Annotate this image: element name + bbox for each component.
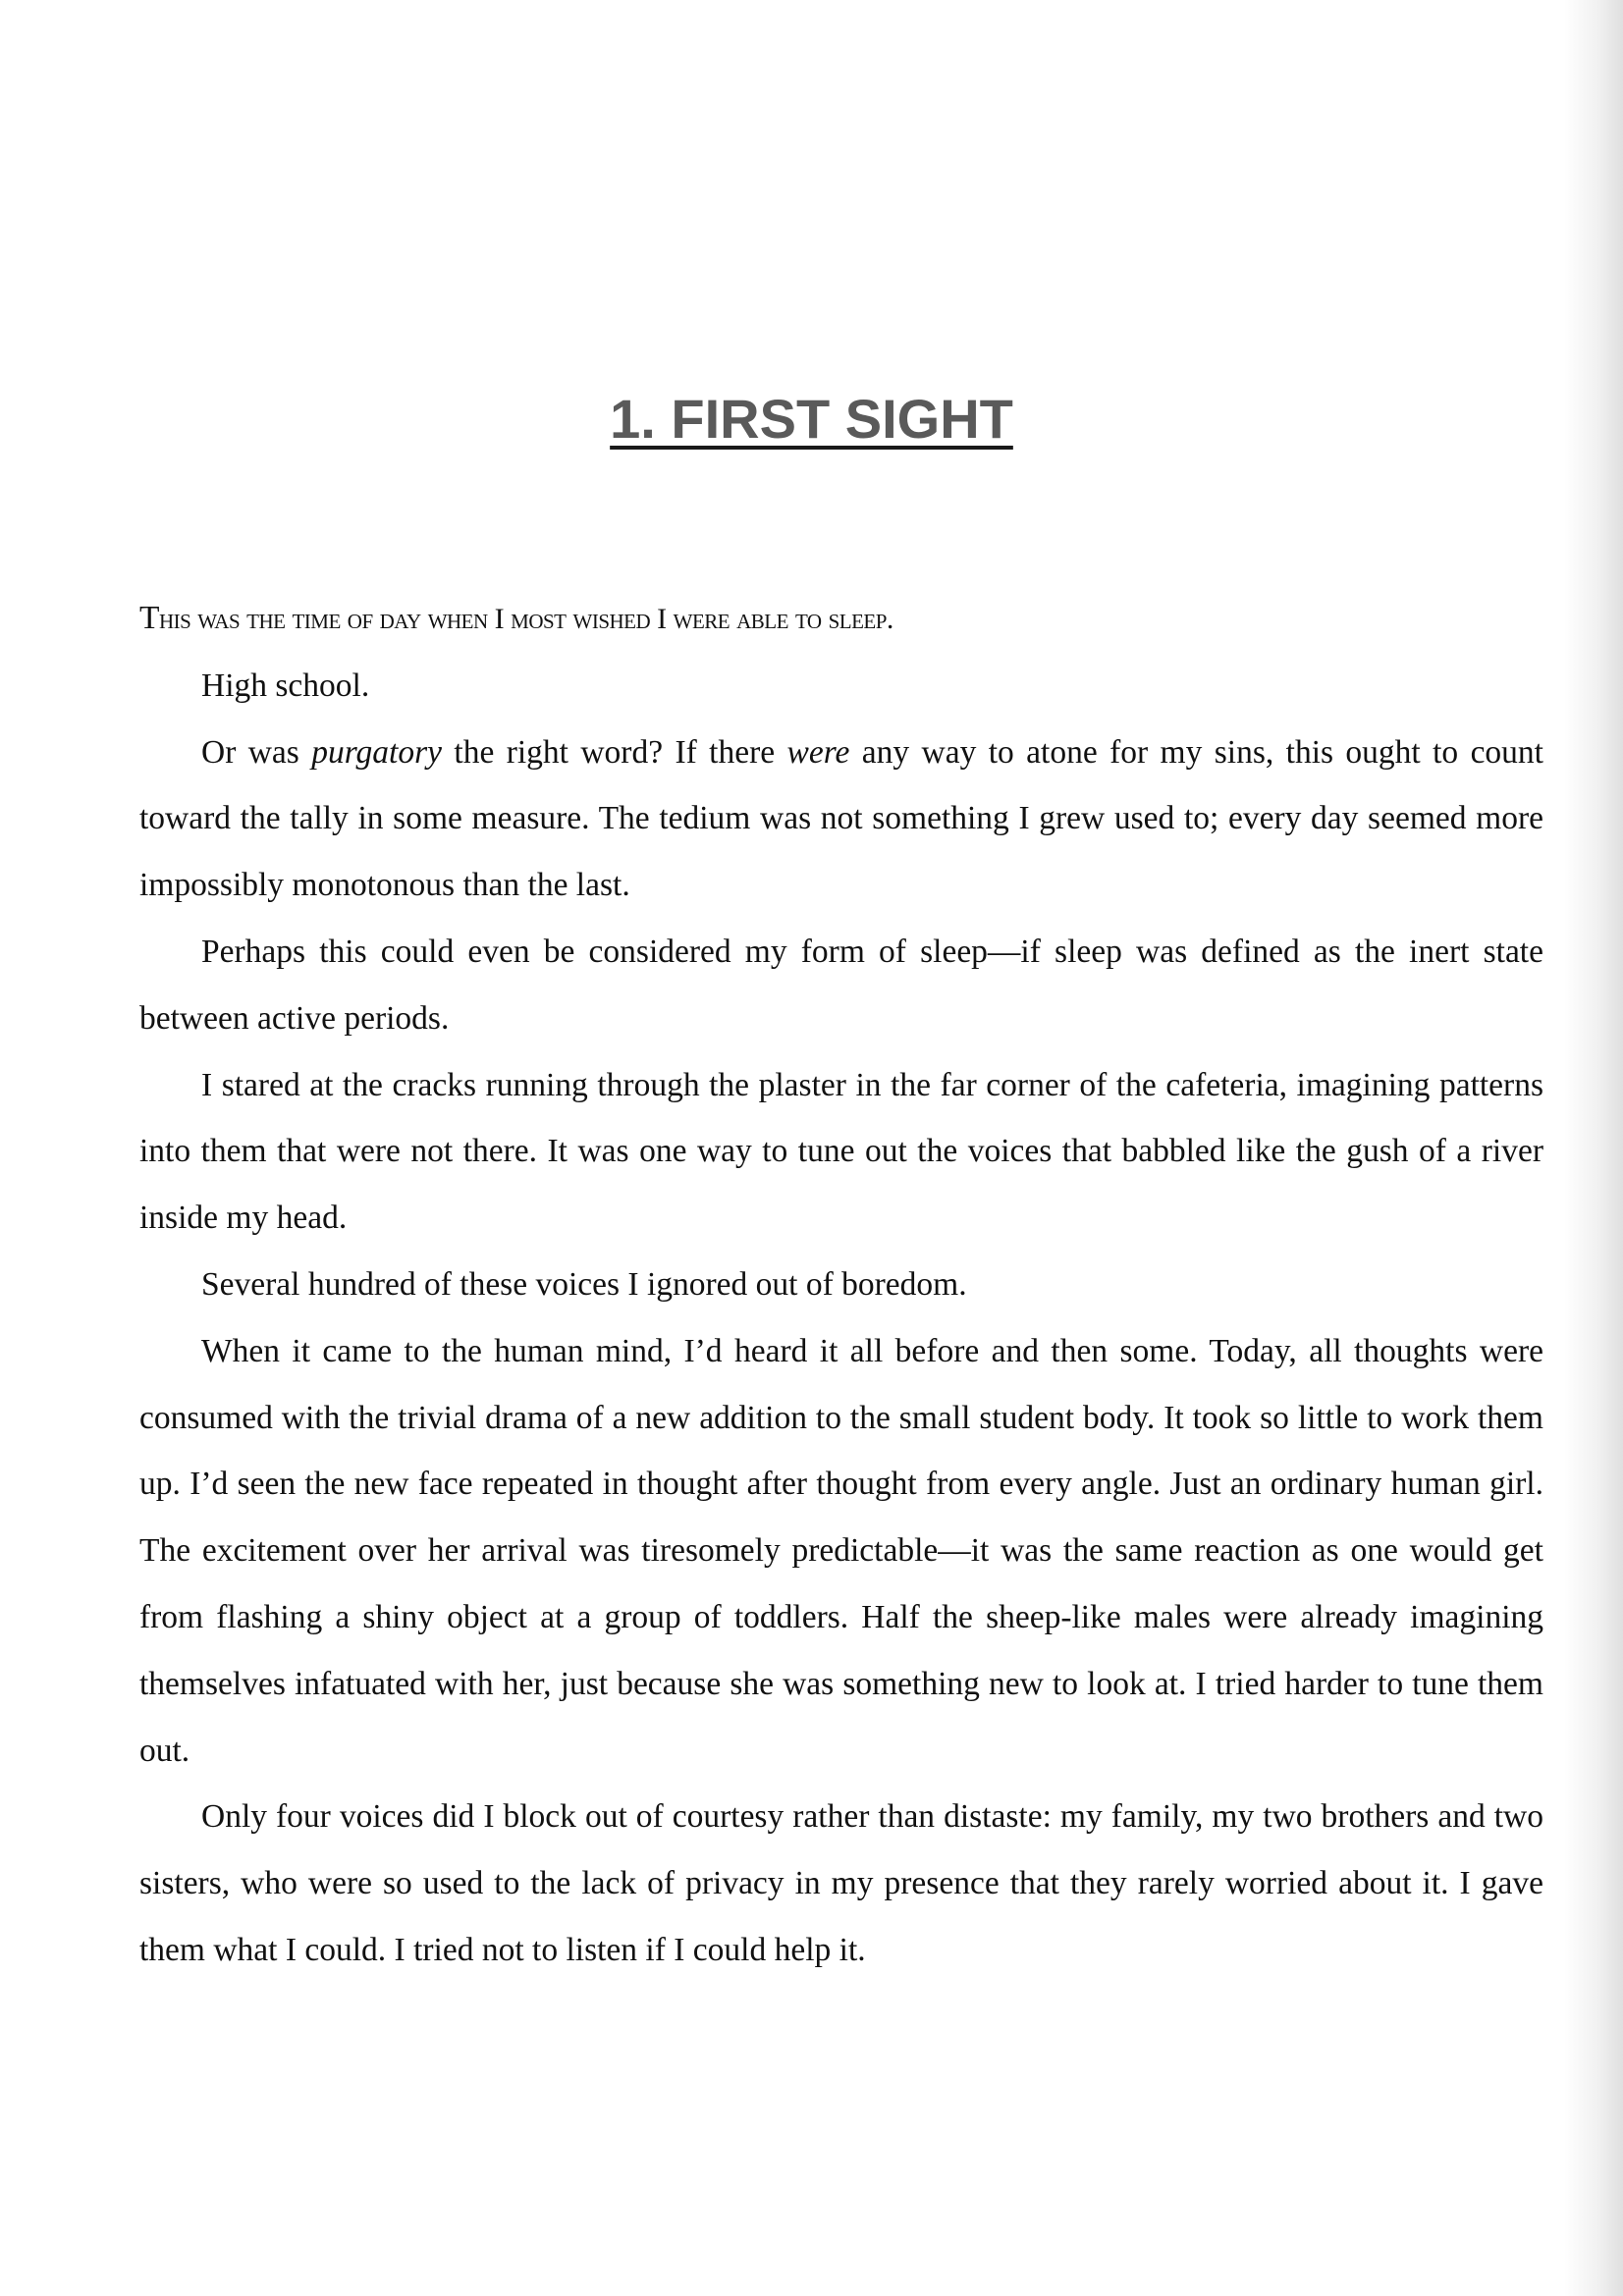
page-edge-shadow <box>1564 0 1623 2296</box>
paragraph-human-mind: When it came to the human mind, I’d heard it all before and then some. Today, all thoughts were consumed with the trivial drama of a new addition to the small student body. It took so little to work them up. I’d seen the new face repeated in thought after thought from every angle. Just an ordinary human girl. The excitement over her arrival was tiresomely predictable—it was the same reaction as one would get from flashing a shiny object at a group of toddlers. Half the sheep-like males were already imagining themselves infatuated with her, just because she was something new to look at. I tried harder to tune them out. <box>139 1332 1543 1769</box>
paragraph-purgatory-text-c: the right word? If there <box>442 733 787 771</box>
paragraph-sleep: Perhaps this could even be considered my form of sleep—if sleep was defined as the inert state between active periods. <box>139 933 1543 1037</box>
opening-first-letter: T <box>139 600 159 636</box>
chapter-title: 1. FIRST SIGHT <box>610 388 1013 450</box>
emphasis-were: were <box>786 733 850 771</box>
paragraph-voices: Several hundred of these voices I ignored out of boredom. <box>201 1265 967 1303</box>
opening-text: his was the time of day when I most wished I were able to sleep. <box>158 603 893 635</box>
chapter-body <box>139 585 1543 1984</box>
paragraph-purgatory-text-a: Or was <box>201 733 312 771</box>
paragraph-four-voices: Only four voices did I block out of courtesy rather than distaste: my family, my two brothers and two sisters, who were so used to the lack of privacy in my presence that they rarely worried about it. I gave them what I could. I tried not to listen if I could help it. <box>139 1798 1543 1968</box>
paragraph-cracks: I stared at the cracks running through the plaster in the far corner of the cafeteria, imagining patterns into them that were not there. It was one way to tune out the voices that babbled like the gush of a river inside my head. <box>139 1066 1543 1237</box>
opening-paragraph <box>139 585 1543 653</box>
paragraph-purgatory-text-e: any way to atone for my sins, this ought to count toward the tally in some measure. The tedium was not something I grew used to; every day seemed more impossibly monotonous than the last. <box>139 733 1543 904</box>
paragraph-high-school: High school. <box>201 667 370 704</box>
paragraph-purgatory <box>139 720 1543 919</box>
emphasis-purgatory: purgatory <box>311 733 442 771</box>
